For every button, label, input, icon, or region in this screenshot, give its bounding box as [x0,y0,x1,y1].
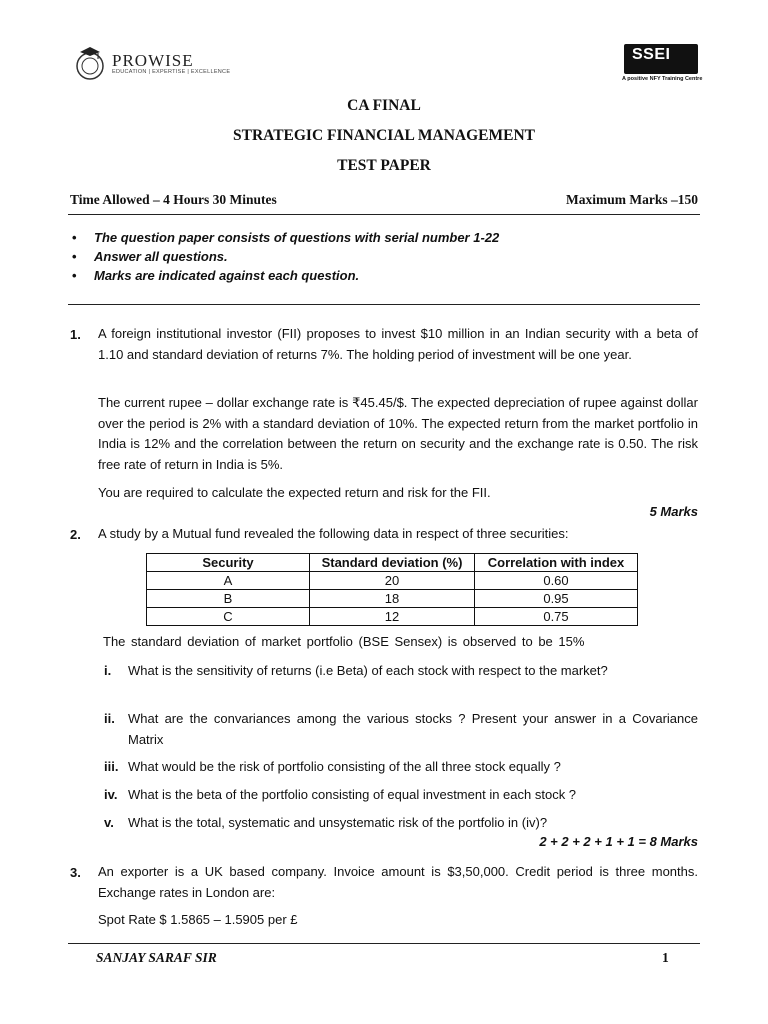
question-number: 2. [70,527,81,542]
part-text: What is the sensitivity of returns (i.e Beta) of each stock with respect to the market? [128,663,608,678]
divider [68,304,700,305]
q3-paragraph-2: Spot Rate $ 1.5865 – 1.5905 per £ [98,912,298,927]
q2-marks: 2 + 2 + 2 + 1 + 1 = 8 Marks [539,834,698,849]
part-number: iii. [104,759,119,774]
q2-note: The standard deviation of market portfolio (BSE Sensex) is observed to be 15% [103,634,585,649]
part-text: What is the beta of the portfolio consisting of equal investment in each stock ? [128,787,577,802]
table-cell: C [147,608,310,626]
q2-part [98,785,698,806]
q1-paragraph-2: The current rupee – dollar exchange rate is ₹45.45/$. The expected depreciation of rupee against dollar over the period is 2% with a standard deviation of 10%. The expected return from the market portfolio in India is 12% and the correlation between the return on security and the exchange rate is 0.50. The risk free rate of return in India is 5%. [98,395,698,472]
table-row [147,590,638,608]
table-cell: 0.95 [475,590,638,608]
footer-author: SANJAY SARAF SIR [96,950,217,965]
part-number: iv. [104,787,118,802]
q2-part [98,661,698,682]
part-text: What is the total, systematic and unsystematic risk of the portfolio in (iv)? [128,815,548,830]
table-cell: 18 [310,590,475,608]
table-cell: 20 [310,572,475,590]
ssei-name: SSEI [632,46,671,63]
divider [68,214,700,215]
table-header-cell: Standard deviation (%) [310,554,475,572]
q1-marks: 5 Marks [649,504,698,519]
subject-title: STRATEGIC FINANCIAL MANAGEMENT [233,127,535,144]
prowise-tagline: EDUCATION | EXPERTISE | EXCELLENCE [112,69,231,75]
q1-paragraph-1: A foreign institutional investor (FII) proposes to invest $10 million in an Indian security with a beta of 1.10 and standard deviation of returns 7%. The holding period of investment will be one year. [98,326,698,362]
part-number: ii. [104,711,115,726]
q3-paragraph-1: An exporter is a UK based company. Invoice amount is $3,50,000. Credit period is three months. Exchange rates in London are: [98,864,698,900]
prowise-emblem-icon [72,44,108,84]
page-number: 1 [662,950,669,965]
q2-part [98,813,698,834]
instruction-item: • Answer all questions. [72,249,499,268]
footer-divider [68,943,700,944]
part-number: v. [104,815,114,830]
table-row [147,608,638,626]
table-header-cell: Correlation with index [475,554,638,572]
maximum-marks: Maximum Marks –150 [566,192,698,207]
part-number: i. [104,663,112,678]
instructions-list [72,230,499,287]
table-cell: A [147,572,310,590]
q2-part [98,709,698,750]
prowise-name: PROWISE [112,51,194,70]
table-header-cell: Security [147,554,310,572]
q1-paragraph-3: You are required to calculate the expected return and risk for the FII. [98,485,491,500]
ssei-tagline: A positive NFY Training Centre [622,76,703,82]
securities-table [146,553,638,626]
table-cell: 12 [310,608,475,626]
part-text: What would be the risk of portfolio consisting of the all three stock equally ? [128,759,561,774]
exam-title: CA FINAL [347,97,421,114]
part-text: What are the convariances among the various stocks ? Present your answer in a Covariance Matrix [128,711,698,747]
table-cell: 0.60 [475,572,638,590]
q2-part [98,757,698,778]
paper-title: TEST PAPER [337,157,431,174]
instruction-item: • Marks are indicated against each question. [72,268,499,287]
question-number: 1. [70,327,81,342]
table-row [147,572,638,590]
q2-intro: A study by a Mutual fund revealed the following data in respect of three securities: [98,526,569,541]
question-number: 3. [70,865,81,880]
table-cell: B [147,590,310,608]
table-cell: 0.75 [475,608,638,626]
instruction-item: • The question paper consists of questions with serial number 1-22 [72,230,499,249]
time-allowed: Time Allowed – 4 Hours 30 Minutes [70,192,277,207]
table-header-row [147,554,638,572]
